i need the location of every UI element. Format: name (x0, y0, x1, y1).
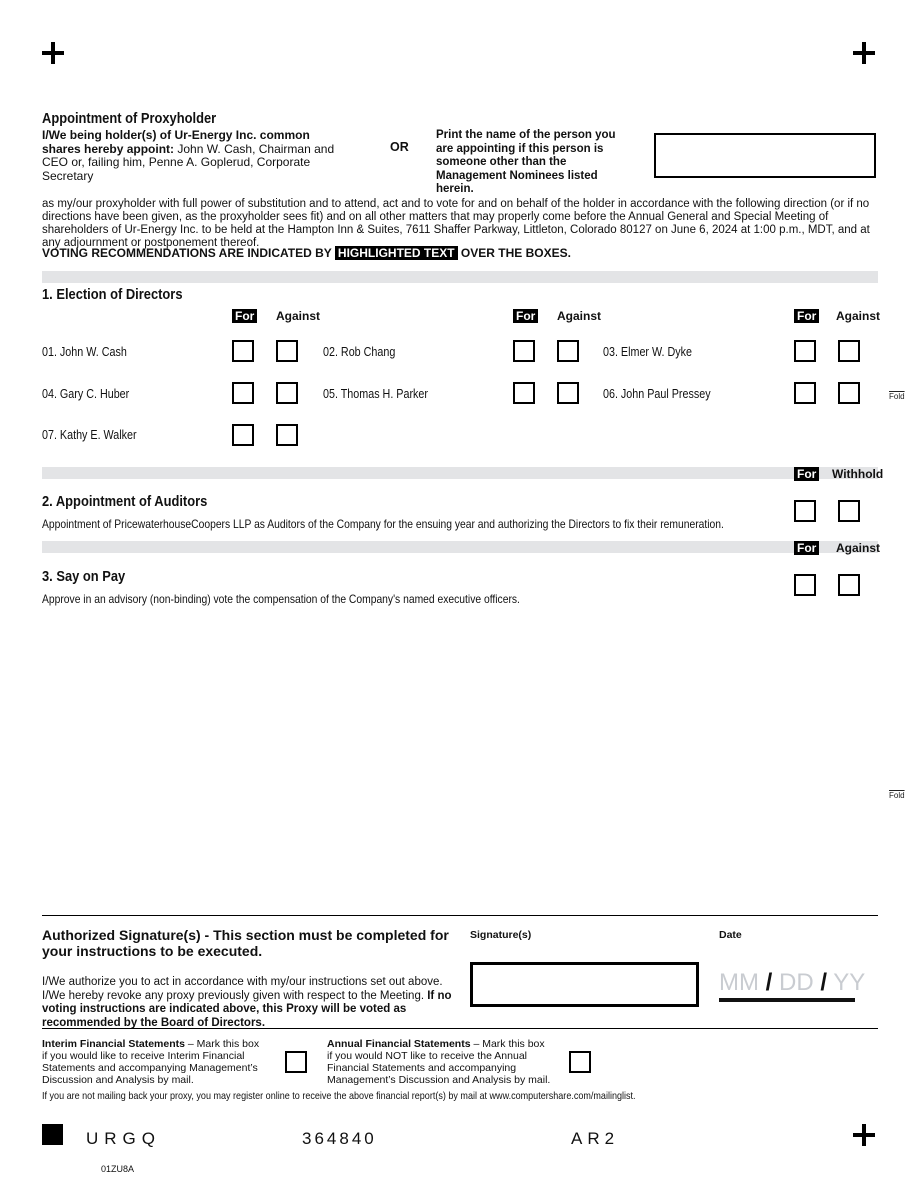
directors-col1-against: Against (276, 309, 321, 323)
signature-top-rule (42, 915, 878, 916)
director-1-for-checkbox[interactable] (232, 340, 254, 362)
fold-mark-1: Fold (889, 392, 905, 401)
appoint-bold: I/We being holder(s) of Ur-Energy Inc. common shares hereby appoint: (42, 128, 310, 156)
signature-section-title: Authorized Signature(s) - This section must be completed for your instructions to be executed. (42, 927, 449, 959)
registration-mark-top-right (853, 42, 875, 64)
annual-bold: Annual Financial Statements (327, 1038, 471, 1050)
say-on-pay-for-label: For (794, 541, 819, 555)
signature-authorization-text (42, 976, 452, 1030)
auditors-for-label: For (794, 467, 819, 481)
director-name-2: 02. Rob Chang (323, 345, 396, 359)
director-4-for-checkbox[interactable] (232, 382, 254, 404)
say-on-pay-against-label: Against (836, 541, 881, 555)
registration-square (42, 1124, 63, 1145)
annual-rest: – Mark this box if you would NOT like to receive the Annual Financial Statements and accompanying Management’s Discussion and Analysis by mail. (327, 1038, 551, 1086)
directors-title: 1. Election of Directors (42, 286, 183, 303)
directors-col2-against: Against (557, 309, 602, 323)
say-on-pay-for-checkbox[interactable] (794, 574, 816, 596)
director-6-for-checkbox[interactable] (794, 382, 816, 404)
annual-statements-checkbox[interactable] (569, 1051, 591, 1073)
directors-col1-for: For (232, 309, 257, 323)
section-divider-1 (42, 271, 878, 283)
director-2-for-checkbox[interactable] (513, 340, 535, 362)
director-7-for-checkbox[interactable] (232, 424, 254, 446)
signature-label: Signature(s) (470, 929, 532, 941)
auditors-for-checkbox[interactable] (794, 500, 816, 522)
date-yy-placeholder: YY (833, 969, 866, 996)
voting-rec-pre: VOTING RECOMMENDATIONS ARE INDICATED BY (42, 246, 335, 260)
date-label: Date (719, 929, 742, 941)
directors-col3-for: For (794, 309, 819, 323)
director-7-against-checkbox[interactable] (276, 424, 298, 446)
directors-col3-against: Against (836, 309, 881, 323)
proxy-authority-text: as my/our proxyholder with full power of substitution and to attend, act and to vote for and on behalf of the holder in accordance with the following direction (or if no directions have been given, as the proxyholder sees fit) and on all other matters that may properly come before the Annual General and Special Meeting of shareholders of Ur-Energy Inc. to be held at the Hampton Inn & Suites, 7611 Shaffer Parkway, Littleton, Colorado 80127 on June 6, 2024 at 1:00 p.m., MDT, and at any adjournment or postponement thereof. (42, 198, 870, 249)
registration-mark-top-left (42, 42, 64, 64)
director-6-against-checkbox[interactable] (838, 382, 860, 404)
interim-statements-text (42, 1038, 262, 1086)
fold-mark-2: Fold (889, 791, 905, 800)
footer-small-code: 01ZU8A (101, 1164, 135, 1174)
interim-statements-checkbox[interactable] (285, 1051, 307, 1073)
interim-rest: – Mark this box if you would like to receive Interim Financial Statements and accompanying Management’s Discussion and Analysis by mail. (42, 1038, 260, 1086)
authorization-bold: If no voting instructions are indicated above, this Proxy will be voted as recommended by the Board of Directors. (42, 989, 452, 1029)
director-name-7: 07. Kathy E. Walker (42, 428, 137, 442)
auditors-withhold-checkbox[interactable] (838, 500, 860, 522)
director-name-4: 04. Gary C. Huber (42, 387, 130, 401)
director-name-3: 03. Elmer W. Dyke (603, 345, 693, 359)
signature-input[interactable] (470, 962, 699, 1007)
date-input[interactable] (719, 968, 866, 1002)
director-4-against-checkbox[interactable] (276, 382, 298, 404)
director-name-6: 06. John Paul Pressey (603, 387, 711, 401)
voting-recommendation-note (42, 246, 571, 260)
annual-statements-text (327, 1038, 552, 1086)
director-3-for-checkbox[interactable] (794, 340, 816, 362)
director-name-1: 01. John W. Cash (42, 345, 127, 359)
date-separator-2: / (820, 969, 828, 996)
director-3-against-checkbox[interactable] (838, 340, 860, 362)
say-on-pay-against-checkbox[interactable] (838, 574, 860, 596)
date-mm-placeholder: MM (719, 969, 759, 996)
proxyholder-title: Appointment of Proxyholder (42, 110, 217, 127)
date-separator-1: / (765, 969, 773, 996)
footer-code-urgq: URGQ (86, 1129, 161, 1148)
statements-top-rule (42, 1028, 878, 1029)
director-1-against-checkbox[interactable] (276, 340, 298, 362)
print-name-instructions: Print the name of the person you are appointing if this person is someone other than the Management Nominees listed herein. (436, 129, 616, 195)
date-dd-placeholder: DD (779, 969, 814, 996)
director-2-against-checkbox[interactable] (557, 340, 579, 362)
voting-rec-post: OVER THE BOXES. (457, 246, 571, 260)
directors-col2-for: For (513, 309, 538, 323)
auditors-description: Appointment of PricewaterhouseCoopers LLP as Auditors of the Company for the ensuing year and authorizing the Directors to fix their remuneration. (42, 517, 724, 531)
appoint-names: John W. Cash, Chairman and CEO or, failing him, Penne A. Goplerud, Corporate Secretary (42, 141, 335, 183)
appoint-text (42, 129, 342, 183)
auditors-title: 2. Appointment of Auditors (42, 493, 208, 510)
say-on-pay-description: Approve in an advisory (non-binding) vote the compensation of the Company's named executive officers. (42, 592, 520, 606)
footer-code-ar2: AR2 (571, 1129, 620, 1148)
highlighted-text-sample: HIGHLIGHTED TEXT (335, 246, 458, 260)
online-registration-note: If you are not mailing back your proxy, you may register online to receive the above financial report(s) by mail at www.computershare.com/mailinglist. (42, 1090, 636, 1102)
footer-code-number: 364840 (302, 1129, 377, 1148)
say-on-pay-title: 3. Say on Pay (42, 568, 126, 585)
director-5-for-checkbox[interactable] (513, 382, 535, 404)
registration-mark-bottom-right (853, 1124, 875, 1146)
director-5-against-checkbox[interactable] (557, 382, 579, 404)
auditors-withhold-label: Withhold (832, 467, 884, 481)
or-label: OR (390, 140, 409, 154)
interim-bold: Interim Financial Statements (42, 1038, 185, 1050)
section-divider-3 (42, 541, 881, 555)
authorization-normal: I/We authorize you to act in accordance with my/our instructions set out above. I/We hereby revoke any proxy previously given with respect to the Meeting. (42, 976, 443, 1002)
section-divider-2 (42, 467, 878, 479)
proxyholder-name-input[interactable] (654, 133, 876, 178)
director-name-5: 05. Thomas H. Parker (323, 387, 428, 401)
